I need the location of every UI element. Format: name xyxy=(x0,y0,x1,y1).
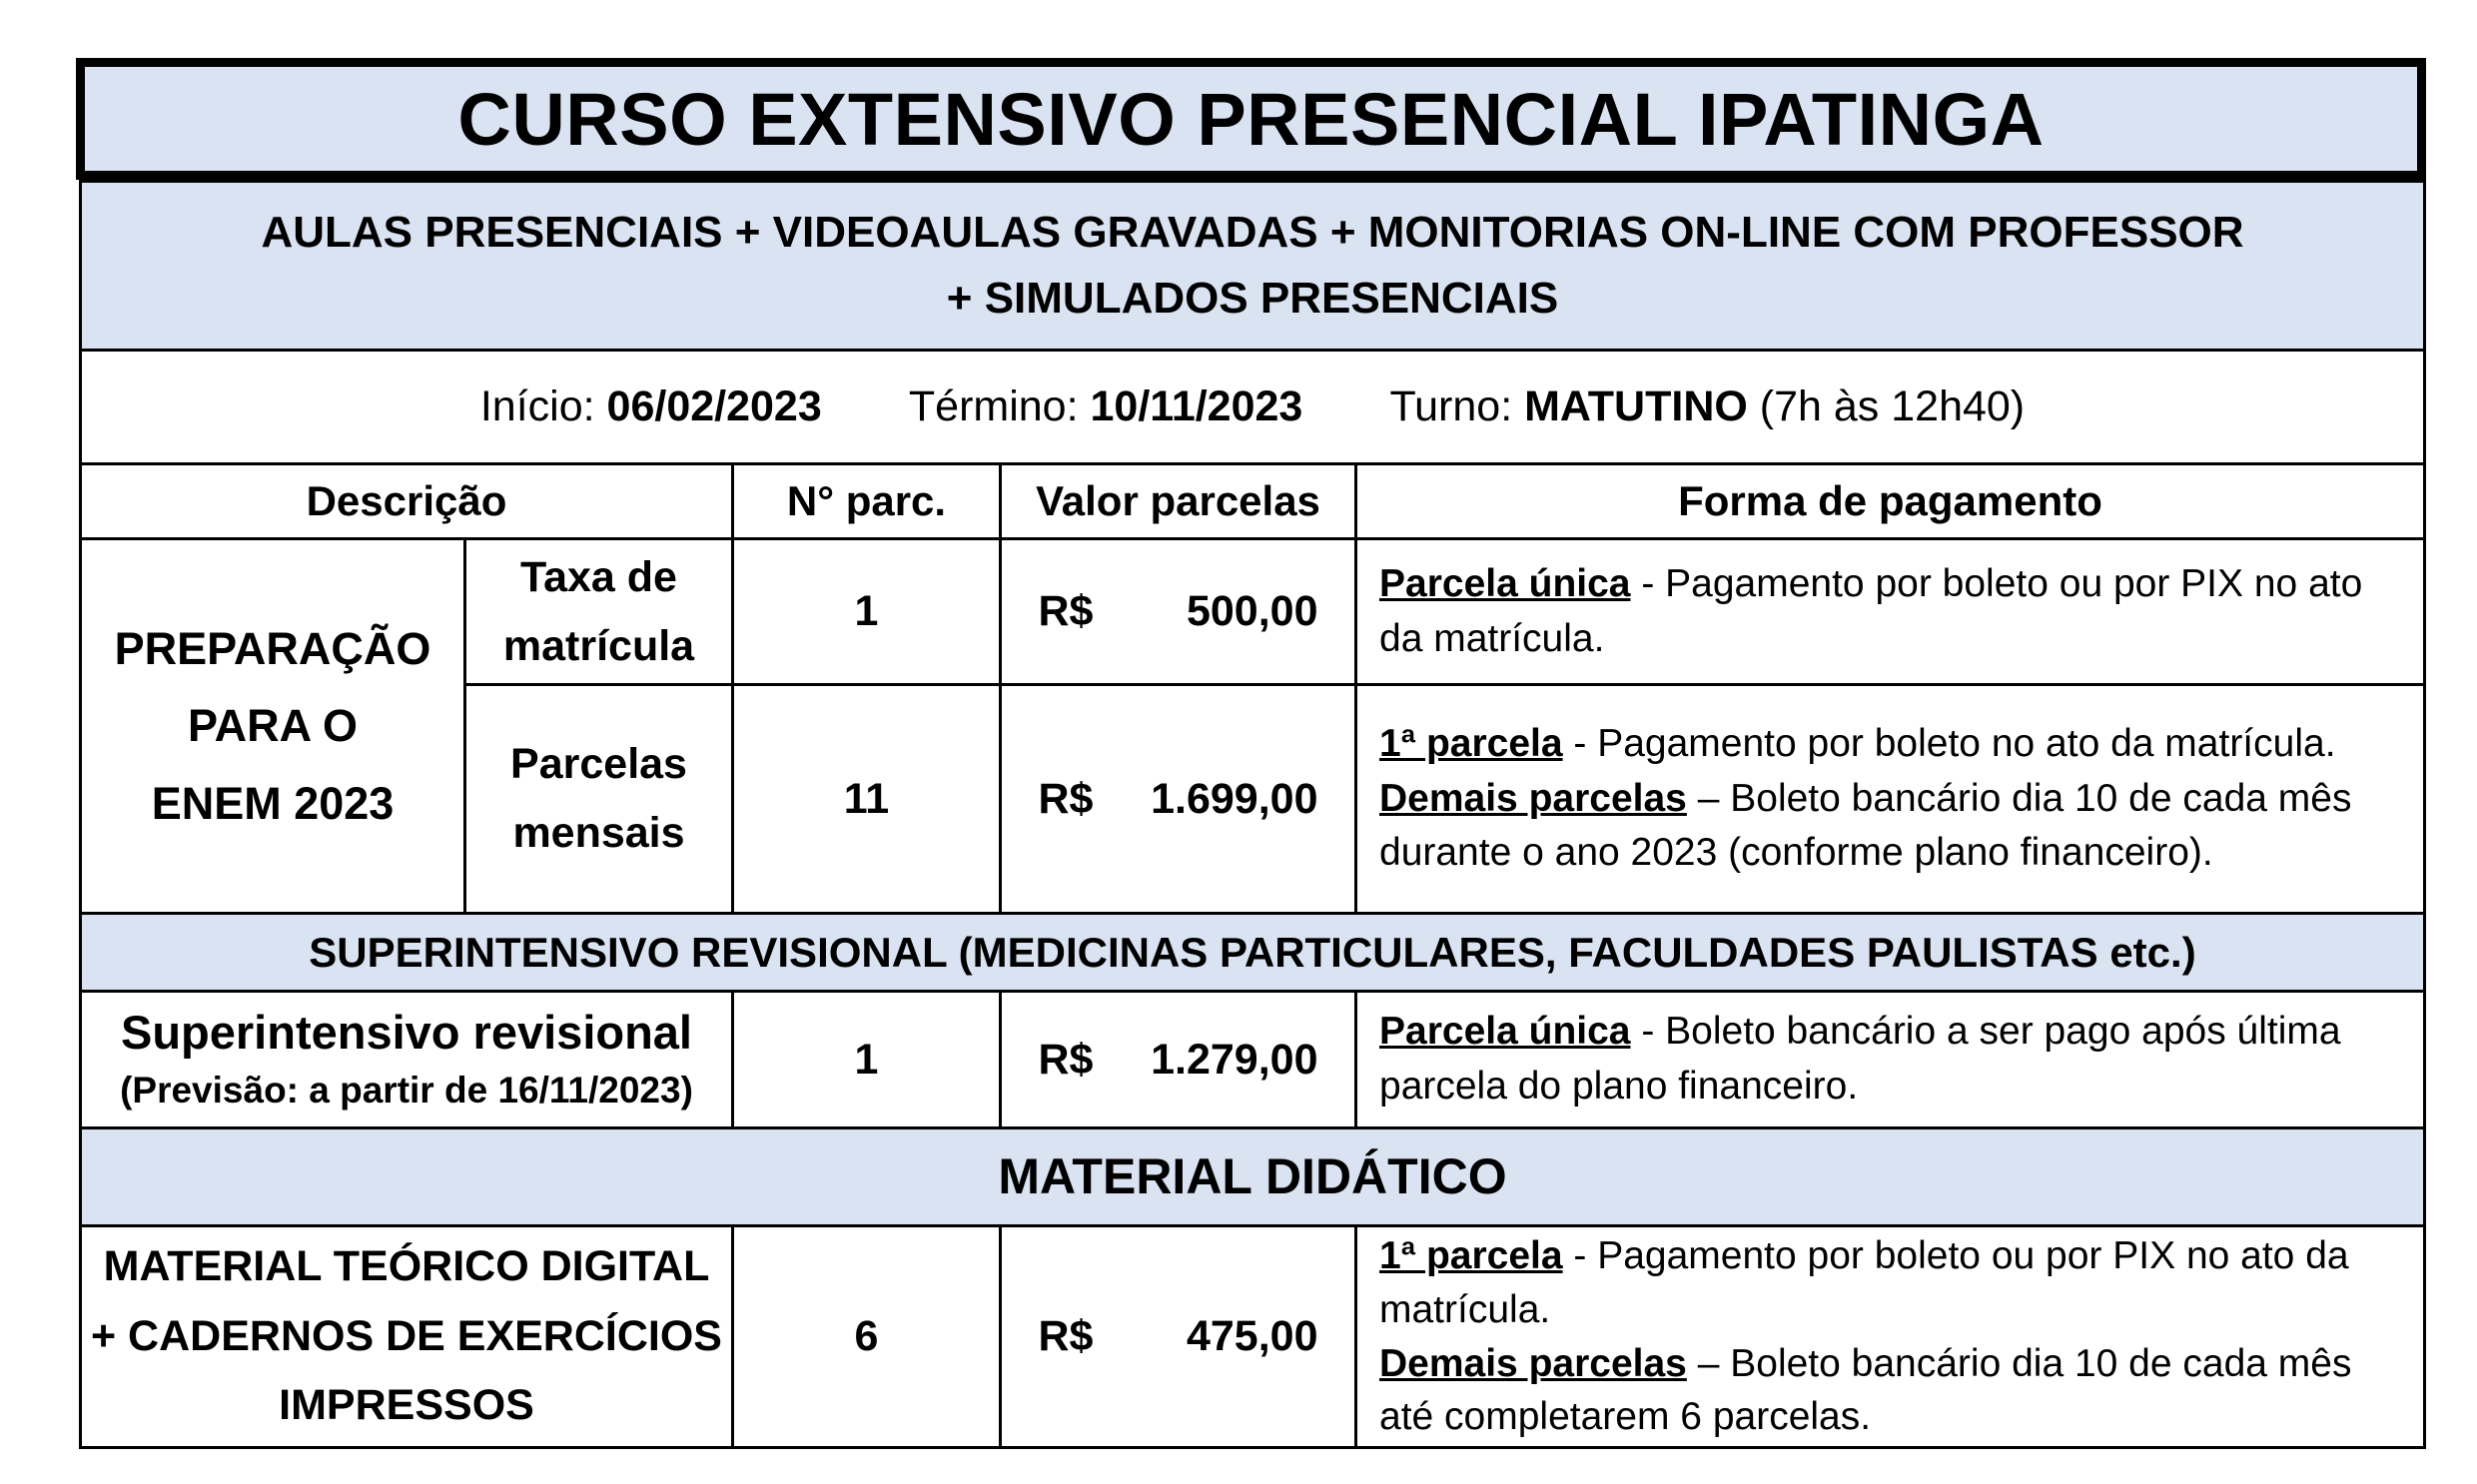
installment-count: 1 xyxy=(733,539,1001,685)
item-note: (Previsão: a partir de 16/11/2023) xyxy=(120,1069,693,1111)
item-line-1: MATERIAL TEÓRICO DIGITAL xyxy=(103,1242,710,1291)
payment-key: Demais parcelas xyxy=(1379,1341,1687,1385)
header-installments: N° parc. xyxy=(733,464,1001,539)
payment-text: – Boleto bancário dia 10 de cada mês durante o ano 2023 (conforme plano financeiro). xyxy=(1379,776,2352,875)
payment-text: - Pagamento por boleto ou por PIX no ato da matrícula. xyxy=(1379,1233,2349,1331)
payment-key: Demais parcelas xyxy=(1379,776,1687,820)
table-row xyxy=(81,539,2425,685)
shift-hours: (7h às 12h40) xyxy=(1759,382,2026,431)
amount: 1.279,00 xyxy=(1151,1035,1318,1084)
price-table xyxy=(79,180,2426,1449)
payment-cell xyxy=(1356,992,2425,1128)
payment-cell xyxy=(1356,1226,2425,1448)
item-line-2: + CADERNOS DE EXERCÍCIOS xyxy=(91,1311,722,1360)
header-description: Descrição xyxy=(81,464,733,539)
payment-key: 1ª parcela xyxy=(1379,1233,1563,1277)
header-value: Valor parcelas xyxy=(1001,464,1356,539)
subtitle-cell xyxy=(81,182,2425,351)
payment-text: - Pagamento por boleto ou por PIX no ato da matrícula. xyxy=(1379,561,2363,660)
schedule-cell xyxy=(81,351,2425,464)
value-cell xyxy=(1001,1226,1356,1448)
material-band-row xyxy=(81,1128,2425,1226)
payment-key: Parcela única xyxy=(1379,561,1631,605)
value-cell xyxy=(1001,992,1356,1128)
header-row xyxy=(81,464,2425,539)
shift-value: MATUTINO xyxy=(1524,382,1748,431)
amount: 500,00 xyxy=(1186,587,1318,636)
currency-symbol: R$ xyxy=(1038,1312,1094,1361)
subtitle-line-2: + SIMULADOS PRESENCIAIS xyxy=(946,274,1559,323)
page-title: CURSO EXTENSIVO PRESENCIAL IPATINGA xyxy=(457,77,2045,161)
end-label: Término: xyxy=(908,382,1079,431)
header-payment: Forma de pagamento xyxy=(1356,464,2425,539)
section-band: SUPERINTENSIVO REVISIONAL (MEDICINAS PARTICULARES, FACULDADES PAULISTAS etc.) xyxy=(81,914,2425,992)
currency-symbol: R$ xyxy=(1038,587,1094,636)
subtitle-row xyxy=(81,182,2425,351)
section-band: MATERIAL DIDÁTICO xyxy=(81,1128,2425,1226)
item-line-2: mensais xyxy=(512,809,685,857)
table-row xyxy=(81,992,2425,1128)
title-box xyxy=(76,58,2426,180)
enem-group-label xyxy=(81,539,465,914)
enem-label-line-2: PARA O xyxy=(187,700,358,752)
schedule-row xyxy=(81,351,2425,464)
item-line-1: Taxa de xyxy=(520,552,677,601)
subtitle-line-1: AULAS PRESENCIAIS + VIDEOAULAS GRAVADAS + MONITORIAS ON-LINE COM PROFESSOR xyxy=(261,208,2244,258)
start-date: 06/02/2023 xyxy=(606,382,822,431)
superintensivo-band-row xyxy=(81,914,2425,992)
payment-text: - Pagamento por boleto no ato da matrícula. xyxy=(1562,722,2336,766)
payment-key: 1ª parcela xyxy=(1379,722,1563,766)
enem-label-line-1: PREPARAÇÃO xyxy=(114,622,431,674)
currency-symbol: R$ xyxy=(1038,774,1094,823)
installment-count: 6 xyxy=(733,1226,1001,1448)
payment-cell xyxy=(1356,685,2425,914)
amount: 475,00 xyxy=(1186,1312,1318,1361)
amount: 1.699,00 xyxy=(1151,774,1318,823)
item-cell xyxy=(465,685,733,914)
shift-label: Turno: xyxy=(1389,382,1513,431)
end-date: 10/11/2023 xyxy=(1090,382,1303,431)
table-row xyxy=(81,1226,2425,1448)
item-line-1: Superintensivo revisional xyxy=(120,1005,692,1059)
payment-text: – Boleto bancário dia 10 de cada mês até completarem 6 parcelas. xyxy=(1379,1341,2352,1439)
payment-cell xyxy=(1356,539,2425,685)
item-cell xyxy=(465,539,733,685)
payment-key: Parcela única xyxy=(1379,1010,1631,1054)
value-cell xyxy=(1001,685,1356,914)
installment-count: 1 xyxy=(733,992,1001,1128)
enem-label-line-3: ENEM 2023 xyxy=(151,777,395,829)
item-line-2: matrícula xyxy=(502,621,695,670)
item-cell xyxy=(81,992,733,1128)
item-cell xyxy=(81,1226,733,1448)
start-label: Início: xyxy=(479,382,595,431)
value-cell xyxy=(1001,539,1356,685)
item-line-3: IMPRESSOS xyxy=(279,1381,534,1430)
installment-count: 11 xyxy=(733,685,1001,914)
payment-text: - Boleto bancário a ser pago após última parcela do plano financeiro. xyxy=(1379,1010,2341,1108)
currency-symbol: R$ xyxy=(1038,1035,1094,1084)
item-line-1: Parcelas xyxy=(510,740,687,789)
